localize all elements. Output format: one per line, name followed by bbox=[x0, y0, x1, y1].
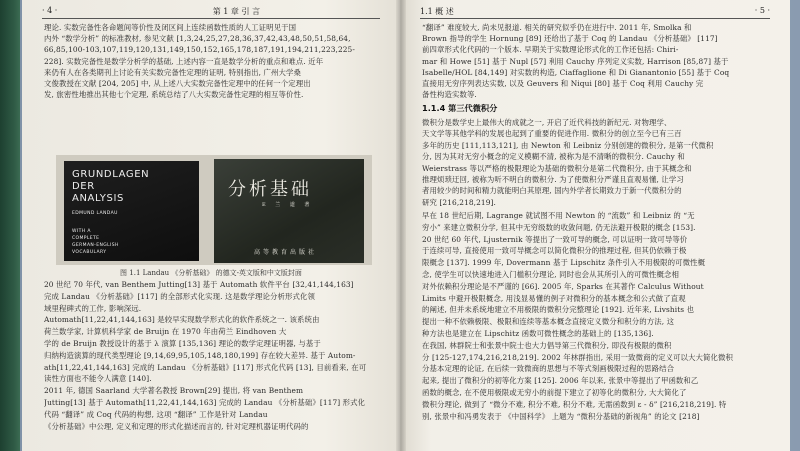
text-line: 分, 因为其对无穷小概念的定义模糊不清, 被称为是不清晰的微积分. Cauchy 和 bbox=[422, 152, 685, 162]
text-line: “翻译” 难度较大, 尚未见报道. 相关的研究似乎仍在进行中. 2011 年, Smolka 和 bbox=[422, 23, 692, 32]
text-line: 内外 “数学分析” 的标准教材, 参见文献 [1,3,24,25,27,28,36,37,42,43,48,50,51,58,64, bbox=[44, 34, 351, 44]
text-line: 读性方面也不能令人满意 [140]. bbox=[44, 374, 152, 384]
text-line: Automath[11,22,41,144,163] 是较早实现数学形式化的软件系统之一. 该系统由 bbox=[44, 315, 320, 325]
text-line: 20 世纪 70 年代, van Benthem Jutting[13] 基于 Automath 软件平台 [32,41,144,163] bbox=[44, 280, 354, 289]
text-line: 起来, 提出了微积分的初等化方案 [125]. 2006 年以来, 张景中等提出了甲函数和乙 bbox=[422, 376, 699, 386]
text-line: 多年的历史 [111,113,121], 由 Newton 和 Leibniz 分别创建的微积分, 是第一代微积 bbox=[422, 140, 714, 150]
text-line: 荷兰数学家, 计算机科学家 de Bruijn 在 1970 年由荷兰 Eindhoven 大 bbox=[44, 327, 287, 337]
cover-author: EDMUND LANDAU bbox=[72, 211, 118, 216]
cover-subtitle-line: COMPLETE bbox=[72, 236, 100, 241]
text-line: 域里程碑式的工作, 影响深远. bbox=[44, 303, 142, 313]
text-line: 限概念 [137]. 1999 年, Dovermann 基于 Lipschitz 条件引入不用极限的可微性概 bbox=[422, 258, 706, 268]
text-line: 微积分是数学史上最伟大的成就之一, 开启了近代科技的新纪元. 对物理学、 bbox=[422, 118, 672, 127]
text-line: Limits 中避开极限概念, 用浅显易懂的例子对微积分的基本概念和公式做了直观 bbox=[422, 293, 686, 303]
text-line: 提出一种不依赖极限、极限和连续等基本概念直接定义微分和积分的方法, 这 bbox=[422, 317, 675, 327]
text-line: 直接用无穷序列表达实数, 以及 Geuvers 和 Niqui [80] 基于 Coq 利用 Cauchy 完 bbox=[422, 79, 704, 88]
text-line: 微积分理论, 做到了 “微分不难, 积分不难, 积分不难, 无需函数到 ε - δ” [216,218,219]. 特 bbox=[422, 399, 727, 409]
text-line: 早在 18 世纪后期, Lagrange 就试图不用 Newton 的 “流数” 和 Leibniz 的 “无 bbox=[422, 211, 695, 220]
book-spine bbox=[0, 0, 20, 451]
text-line: Weierstrass 等以严格的极限理论为基础的微积分是第二代微积分, 由于其概念和 bbox=[422, 163, 692, 173]
figure-caption: 图 1.1 Landau 《分析基础》 的德文-英文版和中文版封面 bbox=[120, 269, 302, 277]
text-line: 穷小” 来建立微积分学, 但其中无穷级数的收敛问题, 仍无法避开极限的概念 [153]. bbox=[422, 222, 696, 232]
cover-title-line: ANALYSIS bbox=[72, 193, 124, 204]
text-line: 66,85,100-103,107,119,120,131,149,150,152,165,178,187,191,194,211,223,225- bbox=[44, 45, 355, 55]
text-line: 的阐述, 但并未系统地建立不用极限的微积分完整理论 [192]. 近年来, Livshits 也 bbox=[422, 305, 695, 315]
text-line: 分 [125-127,174,216,218,219]. 2002 年林群指出, 采用一致微商的定义可以大大简化微积 bbox=[422, 352, 733, 362]
text-line: 代码 “翻译” 成 Coq 代码的构想, 这项 “翻译” 工作是针对 Landau bbox=[44, 409, 268, 419]
text-line: 来仍有人在各类期刊上讨论有关实数完备性定理的证明, 特别指出, 广州大学桑 bbox=[44, 67, 301, 77]
cover-subtitle-line: VOCABULARY bbox=[72, 250, 107, 255]
text-line: 完成 Landau 《分析基础》[117] 的全部形式化实现. 这是数学理论分析形式化领 bbox=[44, 291, 315, 301]
cover-subtitle-line: WITH A bbox=[72, 229, 91, 234]
text-line: 者用较少的时间和精力就能明白其原理, 国内外学者长期致力于新一代微积分的 bbox=[422, 186, 682, 196]
text-line: 2011 年, 德国 Saarland 大学著名教授 Brown[29] 提出, 将 van Benthem bbox=[44, 386, 304, 396]
text-line: 发, 旅密性地推出其他七个定理, 系统总结了八大实数完备性定理的相互等价性. bbox=[44, 90, 304, 100]
text-line: 推理烦琐迂回, 被称为听不明白的微积分. 为了使微积分严谨且直观易懂, 让学习 bbox=[422, 175, 684, 184]
cover-subtitle-line: GERMAN-ENGLISH bbox=[72, 243, 119, 248]
text-line: 别, 张景中和冯勇发表于 《中国科学》 上题为 “微积分基础的新视角” 的论文 [218] bbox=[422, 411, 700, 421]
text-line: 学的 de Bruijn 教授设计的基于 λ 演算 [135,136] 理论的数学定理证明器, 与基于 bbox=[44, 339, 321, 348]
text-line: 228]. 实数完备性是数学分析学的基础, 上述内容一直是数学分析的重点和难点. 近年 bbox=[44, 56, 324, 66]
cover-chinese-author: E 兰 道 著 bbox=[262, 202, 314, 208]
text-line: 函数的概念, 在不使用极限或无穷小的前提下建立了初等化的微积分, 大大简化了 bbox=[422, 388, 687, 397]
chapter-title: 第 1 章 引 言 bbox=[212, 7, 260, 16]
text-line: Isabelle/HOL [84,149] 对实数的构造, Ciaffaglione 和 Di Gianantonio [55] 基于 Coq bbox=[422, 67, 730, 77]
book-covers-figure bbox=[56, 155, 372, 265]
text-line: Brown 指导的学生 Hornung [89] 还给出了基于 Coq 的 Landau 《分析基础》 [117] bbox=[422, 34, 718, 44]
right-page-number: · 5 · bbox=[754, 6, 770, 15]
left-page-number: · 4 · bbox=[42, 6, 58, 15]
section-header: 1.1 概 述 bbox=[420, 7, 454, 16]
book-gutter bbox=[396, 0, 406, 451]
german-english-edition-cover bbox=[64, 161, 199, 261]
text-line: 《分析基础》中公理, 定义和定理的形式化描述而言的, 针对定理机器证明代码的 bbox=[44, 421, 309, 431]
left-page bbox=[22, 0, 400, 451]
text-line: 分基本定理的论证, 在后续一致微商的思想与不等式刻画极限过程的思路结合 bbox=[422, 364, 675, 374]
right-page-header bbox=[420, 4, 770, 19]
cover-chinese-title: 分析基础 bbox=[228, 179, 312, 200]
text-line: 备性构造实数等. bbox=[422, 90, 477, 100]
text-line: 对外依赖积分理论是不严谨的 [66]. 2005 年, Sparks 在其著作 Calculus Without bbox=[422, 281, 704, 291]
text-line: 研究 [216,218,219]. bbox=[422, 197, 496, 207]
text-line: 种方法也是建立在 Lipschitz 函数可微性概念的基础上的 [135,136]. bbox=[422, 329, 654, 338]
text-line: mar 和 Howe [51] 基于 Nupl [57] 利用 Cauchy 序列定义实数, Harrison [85,87] 基于 bbox=[422, 56, 729, 66]
cover-publisher: 高等教育出版社 bbox=[254, 249, 318, 256]
right-page bbox=[400, 0, 790, 451]
text-line: 于连续可导, 直接使用一致可导概念可以简化微积分的推理过程, 但其仍依赖于极 bbox=[422, 246, 687, 256]
text-line: 在我国, 林群院士和张景中院士也大力倡导第三代微积分, 即没有极限的微积 bbox=[422, 340, 672, 350]
text-line: 念, 使学生可以快速地进入门槛积分理论, 同时也会从其所引入的可微性概念相 bbox=[422, 270, 679, 279]
text-line: ath[11,22,41,144,163] 完成的 Landau 《分析基础》[117] 形式化代码 [13], 目前看来, 在可 bbox=[44, 362, 367, 372]
text-line: 理论. 实数完备性各命题间等价性及闭区间上连续函数性质的人工证明见于国 bbox=[44, 23, 297, 32]
text-line: 文俊教授在文献 [204, 205] 中, 从上述八大实数完备性定理中的任何一个定理出 bbox=[44, 79, 311, 88]
text-line: Jutting[13] 基于 Automath[11,22,41,144,163] 完成的 Landau 《分析基础》[117] 形式化 bbox=[44, 398, 366, 407]
text-line: 前四章形式化代码的一个版本. 早期关于实数理论形式化的工作还包括: Chiri- bbox=[422, 45, 679, 55]
cover-title-line: DER bbox=[72, 181, 95, 192]
text-line: 20 世纪 60 年代, Ljusternik 等提出了一致可导的概念, 可以证明一致可导等价 bbox=[422, 234, 688, 244]
text-line: 归纳构造演算的现代类型理论 [9,14,69,95,105,148,180,199] 存在较大差异. 基于 Autom- bbox=[44, 350, 356, 360]
cover-title-line: GRUNDLAGEN bbox=[72, 169, 150, 180]
section-title: 1.1.4 第三代微积分 bbox=[422, 103, 498, 113]
text-line: 天文学等其他学科的发展也起到了重要的促进作用. 微积分的创立至今已有三百 bbox=[422, 129, 682, 139]
chinese-edition-cover bbox=[214, 159, 364, 263]
left-page-header bbox=[42, 4, 380, 19]
